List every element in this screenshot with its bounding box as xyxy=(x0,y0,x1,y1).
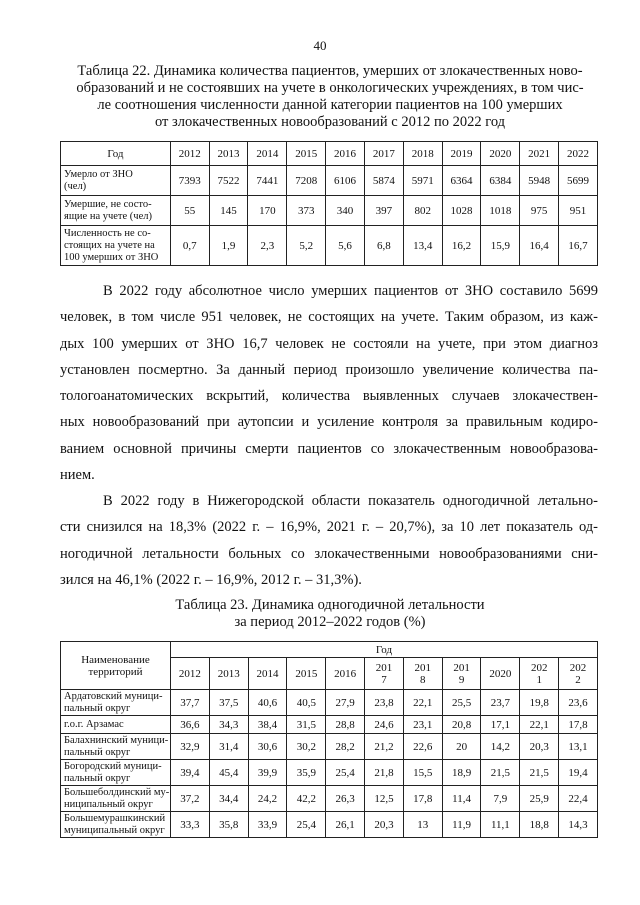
table-cell: 11,4 xyxy=(442,786,481,812)
year-header-part: 202 xyxy=(569,661,587,674)
table-cell: 23,1 xyxy=(403,716,442,734)
row-label xyxy=(61,690,171,716)
caption-line: ле соотношения численности данной категории пациентов на 100 умерших xyxy=(97,97,563,113)
table-cell: 13,1 xyxy=(559,734,598,760)
row-label-line: ящие на учете (чел) xyxy=(64,210,152,222)
table-cell: 34,3 xyxy=(209,716,248,734)
row-label xyxy=(61,196,171,226)
row-label-line: пальный округ xyxy=(64,702,131,714)
year-header-part: 2012 xyxy=(178,667,201,680)
table-cell: 42,2 xyxy=(287,786,326,812)
year-header-part: 2015 xyxy=(295,667,318,680)
year-header: 2013 xyxy=(209,142,248,166)
row-label-line: Умершие, не состо- xyxy=(64,198,152,210)
table-cell: 39,4 xyxy=(170,760,209,786)
year-header xyxy=(326,658,365,690)
table-cell: 16,7 xyxy=(559,226,598,266)
table-cell: 7522 xyxy=(209,166,248,196)
row-label-line: Численность не со- xyxy=(64,227,151,239)
table-cell: 39,9 xyxy=(248,760,287,786)
table-cell: 31,5 xyxy=(287,716,326,734)
table-cell: 7208 xyxy=(287,166,326,196)
year-header-part: 8 xyxy=(420,673,426,686)
year-header xyxy=(287,658,326,690)
table-cell: 16,4 xyxy=(520,226,559,266)
row-label xyxy=(61,716,171,734)
year-header xyxy=(559,658,598,690)
table-cell: 18,8 xyxy=(520,812,559,838)
table-row xyxy=(61,734,598,760)
caption-line: за период 2012–2022 годов (%) xyxy=(234,614,426,630)
table-cell: 24,2 xyxy=(248,786,287,812)
table-cell: 1018 xyxy=(481,196,520,226)
table-cell: 7393 xyxy=(170,166,209,196)
table-cell: 55 xyxy=(170,196,209,226)
row-label-line: 100 умерших от ЗНО xyxy=(64,251,159,263)
table-row xyxy=(61,812,598,838)
table-cell: 373 xyxy=(287,196,326,226)
table-cell: 27,9 xyxy=(326,690,365,716)
table-cell: 340 xyxy=(326,196,365,226)
year-header xyxy=(209,658,248,690)
table-cell: 16,2 xyxy=(442,226,481,266)
table-cell: 6384 xyxy=(481,166,520,196)
year-header: 2020 xyxy=(481,142,520,166)
row-label-line: Балахнинский муници- xyxy=(64,734,169,746)
table-cell: 21,2 xyxy=(365,734,404,760)
table-cell: 170 xyxy=(248,196,287,226)
row-label xyxy=(61,166,171,196)
table-cell: 30,6 xyxy=(248,734,287,760)
year-header xyxy=(403,658,442,690)
paragraph-line: ных новообразований при аутопсии и усиление контроля за правильным кодиро- xyxy=(60,414,598,431)
row-label-line: (чел) xyxy=(64,180,87,192)
table-cell: 19,8 xyxy=(520,690,559,716)
table-cell: 40,5 xyxy=(287,690,326,716)
table-cell: 26,1 xyxy=(326,812,365,838)
table-cell: 1028 xyxy=(442,196,481,226)
year-header: 2019 xyxy=(442,142,481,166)
year-header-part: 201 xyxy=(414,661,431,674)
table-cell: 34,4 xyxy=(209,786,248,812)
year-header-part: 9 xyxy=(458,673,465,686)
year-header-part: 2 xyxy=(575,673,581,686)
table-cell: 13 xyxy=(403,812,442,838)
table-row xyxy=(61,760,598,786)
table-22 xyxy=(60,141,598,266)
paragraph-line: В 2022 году абсолютное число умерших пациентов от ЗНО составило 5699 xyxy=(103,283,598,299)
paragraph-line: ванием основной причины смерти пациентов со злокачественным новообразова- xyxy=(60,440,598,457)
table-cell: 21,5 xyxy=(520,760,559,786)
table-cell: 28,8 xyxy=(326,716,365,734)
table-cell: 38,4 xyxy=(248,716,287,734)
table-cell: 975 xyxy=(520,196,559,226)
territory-header-line: территорий xyxy=(88,665,143,678)
year-header: 2014 xyxy=(248,142,287,166)
table-cell: 18,9 xyxy=(442,760,481,786)
table-cell: 22,6 xyxy=(403,734,442,760)
year-header xyxy=(365,658,404,690)
year-header xyxy=(170,658,209,690)
paragraph-line: зился на 46,1% (2022 г. – 16,9%, 2012 г. – 31,3%). xyxy=(60,571,362,588)
table-cell: 26,3 xyxy=(326,786,365,812)
table-cell: 2,3 xyxy=(248,226,287,266)
table-row xyxy=(61,166,598,196)
table-cell: 11,1 xyxy=(481,812,520,838)
table-cell: 28,2 xyxy=(326,734,365,760)
year-header-part: 201 xyxy=(375,661,393,674)
table-cell: 19,4 xyxy=(559,760,598,786)
row-label-line: Ардатовский муници- xyxy=(64,690,163,702)
paragraph-line: ногодичной летальности больных со злокачественными новообразованиями сни- xyxy=(60,545,598,562)
table-cell: 25,5 xyxy=(442,690,481,716)
table-22-caption xyxy=(60,63,600,131)
year-header-part: 1 xyxy=(536,673,542,686)
table-cell: 17,8 xyxy=(403,786,442,812)
table-cell: 13,4 xyxy=(403,226,442,266)
year-header: 2012 xyxy=(170,142,209,166)
table-cell: 21,5 xyxy=(481,760,520,786)
table-cell: 397 xyxy=(364,196,403,226)
caption-line: от злокачественных новообразований с 2012 по 2022 год xyxy=(154,114,506,130)
table-row xyxy=(61,716,598,734)
year-header: 2016 xyxy=(326,142,365,166)
table-cell: 23,7 xyxy=(481,690,520,716)
page-number: 40 xyxy=(313,38,327,53)
table-cell: 5874 xyxy=(364,166,403,196)
row-label xyxy=(61,226,171,266)
row-label-line: стоящих на учете на xyxy=(64,239,155,251)
table-cell: 33,9 xyxy=(248,812,287,838)
row-label-line: ниципальный округ xyxy=(64,798,153,810)
table-cell: 5948 xyxy=(520,166,559,196)
year-header-part: 201 xyxy=(453,661,470,674)
table-cell: 36,6 xyxy=(170,716,209,734)
table-cell: 6364 xyxy=(442,166,481,196)
row-label-line: пальный округ xyxy=(64,746,131,758)
table-cell: 1,9 xyxy=(209,226,248,266)
caption-line: образований и не состоявших на учете в онкологических учреждениях, в том чис- xyxy=(76,80,584,96)
table-cell: 21,8 xyxy=(365,760,404,786)
table-cell: 24,6 xyxy=(365,716,404,734)
year-header: 2018 xyxy=(403,142,442,166)
caption-line: Таблица 22. Динамика количества пациентов, умерших от злокачественных ново- xyxy=(77,63,583,79)
table-cell: 20,3 xyxy=(520,734,559,760)
table-cell: 23,8 xyxy=(365,690,404,716)
year-header-part: 2014 xyxy=(256,667,279,680)
year-header-part: 2016 xyxy=(334,667,357,680)
row-label-line: пальный округ xyxy=(64,772,131,784)
table-row xyxy=(61,196,598,226)
row-label-line: Богородский муници- xyxy=(64,760,162,772)
table-cell: 37,2 xyxy=(170,786,209,812)
paragraph-line: нием. xyxy=(60,467,95,484)
table-cell: 22,1 xyxy=(520,716,559,734)
table-cell: 22,1 xyxy=(403,690,442,716)
year-header xyxy=(520,658,559,690)
table-cell: 14,3 xyxy=(559,812,598,838)
table-cell: 37,5 xyxy=(209,690,248,716)
year-header: 2021 xyxy=(520,142,559,166)
table-row xyxy=(61,786,598,812)
table-cell: 25,4 xyxy=(326,760,365,786)
table-cell: 45,4 xyxy=(209,760,248,786)
table-cell: 5,6 xyxy=(326,226,365,266)
table-cell: 7441 xyxy=(248,166,287,196)
table-cell: 5,2 xyxy=(287,226,326,266)
table-cell: 0,7 xyxy=(170,226,209,266)
table-cell: 6106 xyxy=(326,166,365,196)
row-label-line: муниципальный округ xyxy=(64,824,165,836)
year-header-part: 7 xyxy=(381,673,387,686)
year-header: 2015 xyxy=(287,142,326,166)
row-label xyxy=(61,812,171,838)
table-cell: 802 xyxy=(403,196,442,226)
table-cell: 25,9 xyxy=(520,786,559,812)
caption-line: Таблица 23. Динамика одногодичной летальности xyxy=(175,597,485,613)
row-label xyxy=(61,734,171,760)
year-header-part: 2013 xyxy=(217,667,240,680)
table-cell: 22,4 xyxy=(559,786,598,812)
row-label-line: Большемурашкинский xyxy=(64,812,166,824)
paragraph-line: дых 100 умерших от ЗНО 16,7 человек не состояли на учете, при этом диагноз xyxy=(60,335,598,352)
year-header: 2022 xyxy=(559,142,598,166)
row-label-line: Умерло от ЗНО xyxy=(64,168,133,180)
table-22-header-label: Год xyxy=(61,142,171,166)
paragraph-line: В 2022 году в Нижегородской области показатель одногодичной летально- xyxy=(103,493,598,509)
row-label xyxy=(61,760,171,786)
paragraph-1 xyxy=(60,278,598,488)
table-cell: 12,5 xyxy=(365,786,404,812)
table-cell: 33,3 xyxy=(170,812,209,838)
table-23 xyxy=(60,641,598,838)
table-cell: 5699 xyxy=(559,166,598,196)
table-cell: 32,9 xyxy=(170,734,209,760)
territory-header xyxy=(61,642,171,690)
table-cell: 15,9 xyxy=(481,226,520,266)
table-cell: 14,2 xyxy=(481,734,520,760)
table-row xyxy=(61,690,598,716)
table-cell: 20,8 xyxy=(442,716,481,734)
table-cell: 145 xyxy=(209,196,248,226)
paragraph-line: человек, в том числе 951 человек, не состоящих на учете. Таким образом, из каж- xyxy=(60,309,598,326)
table-cell: 35,9 xyxy=(287,760,326,786)
paragraph-line: тологоанатомических вскрытий, количества выявленных случаев злокачествен- xyxy=(60,388,598,405)
year-header-part: 202 xyxy=(530,661,548,674)
table-cell: 17,1 xyxy=(481,716,520,734)
table-cell: 7,9 xyxy=(481,786,520,812)
year-group-header: Год xyxy=(170,642,597,658)
table-cell: 23,6 xyxy=(559,690,598,716)
table-cell: 15,5 xyxy=(403,760,442,786)
table-cell: 6,8 xyxy=(364,226,403,266)
table-cell: 25,4 xyxy=(287,812,326,838)
territory-header-line: Наименование xyxy=(81,653,150,666)
table-cell: 11,9 xyxy=(442,812,481,838)
row-label xyxy=(61,786,171,812)
table-cell: 30,2 xyxy=(287,734,326,760)
year-header xyxy=(481,658,520,690)
table-cell: 20,3 xyxy=(365,812,404,838)
table-cell: 20 xyxy=(442,734,481,760)
table-cell: 40,6 xyxy=(248,690,287,716)
table-cell: 951 xyxy=(559,196,598,226)
table-cell: 31,4 xyxy=(209,734,248,760)
table-23-caption xyxy=(60,597,600,631)
paragraph-line: установлен посмертно. За данный период произошло увеличение количества па- xyxy=(60,361,598,378)
year-header xyxy=(442,658,481,690)
row-label-line: Большеболдинский му- xyxy=(64,786,170,798)
paragraph-2 xyxy=(60,488,598,593)
row-label-line: г.о.г. Арзамас xyxy=(64,718,124,730)
table-cell: 37,7 xyxy=(170,690,209,716)
table-cell: 5971 xyxy=(403,166,442,196)
table-cell: 17,8 xyxy=(559,716,598,734)
year-header-part: 2020 xyxy=(489,667,512,680)
table-row xyxy=(61,226,598,266)
year-header: 2017 xyxy=(364,142,403,166)
year-header xyxy=(248,658,287,690)
table-cell: 35,8 xyxy=(209,812,248,838)
paragraph-line: сти снизился на 18,3% (2022 г. – 16,9%, 2021 г. – 20,7%), за 10 лет показатель од- xyxy=(60,519,598,536)
